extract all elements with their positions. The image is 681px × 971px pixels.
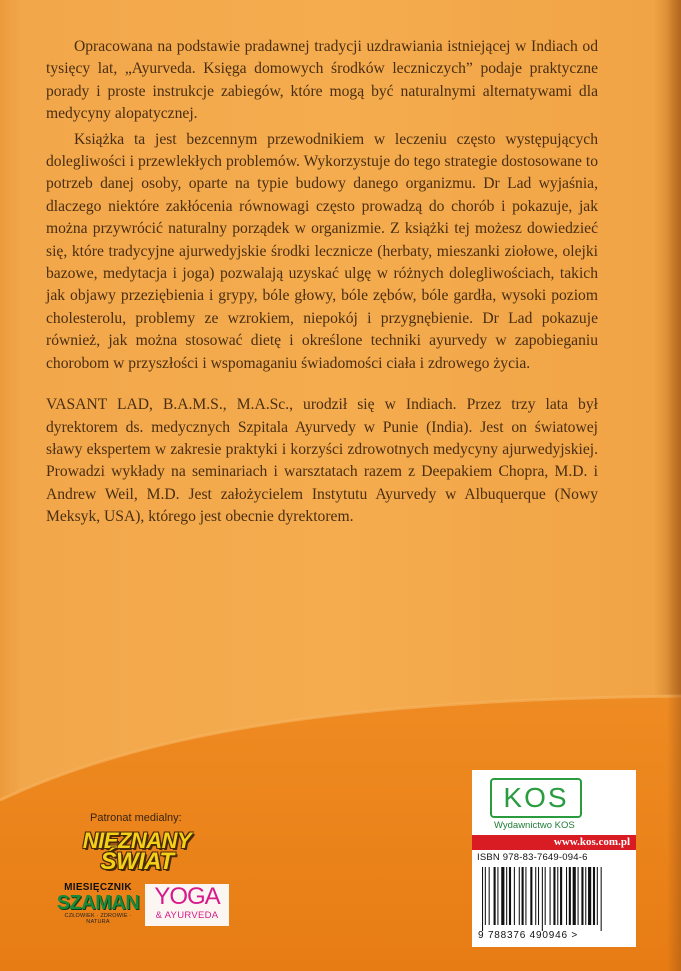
barcode-bar — [560, 867, 562, 925]
barcode-bar — [581, 867, 583, 925]
barcode-bar — [542, 867, 543, 931]
publisher-panel — [472, 770, 636, 947]
barcode-bar — [497, 867, 498, 925]
barcode-bar — [588, 867, 591, 925]
szaman-logo — [55, 882, 141, 924]
description-paragraph: Książka ta jest bezcennym przewodnikiem w leczeniu często występujących dolegliwości i przewlekłych problemów. Wykorzystuje do tego strategie dostosowane to potrzeb danej osoby, oparte na typie budowy danego organizmu. Dr Lad wyjaśnia, dlaczego niektóre zakłócenia równowagi często prowadzą do chorób i pokazuje, jak można przywrócić naturalny porządek w organizmie. Z książki tej możesz dowiedzieć się, które tradycyjne ajurwedyjskie środki lecznicze (herbaty, mieszanki ziołowe, olejki bazowe, medytacja i joga) pozwalają uzyskać ulgę w różnych dolegliwościach, takich jak objawy przeziębienia i grypy, bóle głowy, bóle zębów, bóle gardła, wysoki poziom cholesterolu, problemy ze wzrokiem, niepokój i przygnębienie. Dr Lad pokazuje również, jak można stosować dietę i określone techniki ayurvedy w zapobieganiu chorobom w przyszłości i wspomaganiu świadomości ciała i zdrowego życia. — [46, 130, 598, 372]
nieznany-logo-line1: NIEZNANY — [82, 828, 192, 853]
barcode-bar — [494, 867, 496, 925]
barcode-bar — [573, 867, 576, 925]
barcode-bar — [519, 867, 520, 925]
publisher-url: www.kos.com.pl — [553, 836, 630, 848]
publisher-name: Wydawnictwo KOS — [494, 820, 575, 831]
description-paragraph: Opracowana na podstawie pradawnej tradycji uzdrawiania istniejącej w Indiach od tysięcy lat, „Ayurveda. Księga domowych środków leczniczych” podaje praktyczne porady i proste instrukcje zabiegów, które mogą być naturalnymi alternatywami dla medycyny alopatycznej. — [46, 38, 598, 123]
barcode-bar — [530, 867, 532, 925]
szaman-logo-sub: CZŁOWIEK · ZDROWIE · NATURA — [64, 913, 132, 925]
isbn-text: ISBN 978-83-7649-094-6 — [477, 852, 588, 863]
nieznany-swiat-logo — [80, 828, 194, 874]
barcode-bar — [501, 867, 504, 925]
szaman-logo-main: SZAMAN — [56, 892, 140, 914]
barcode-bar — [525, 867, 526, 925]
nieznany-logo-line2: ŚWIAT — [100, 848, 174, 875]
barcode-bar — [566, 867, 567, 925]
barcode-bar — [485, 867, 486, 925]
barcode-bar — [585, 867, 586, 925]
barcode-bar — [514, 867, 515, 925]
barcode-bar — [601, 867, 602, 931]
publisher-url-bar — [472, 835, 636, 850]
yoga-logo-main: YOGA — [154, 883, 220, 910]
barcode-number: 9 788376 490946 > — [478, 930, 579, 941]
barcode-bar — [550, 867, 551, 925]
barcode-bar — [545, 867, 546, 925]
barcode-bar — [489, 867, 490, 925]
barcode-bar — [569, 867, 571, 925]
barcode — [480, 867, 632, 931]
media-patron-label: Patronat medialny: — [90, 812, 182, 824]
barcode-bar — [557, 867, 558, 925]
barcode-bar — [597, 867, 598, 925]
spine-shadow — [667, 0, 681, 971]
barcode-bar — [506, 867, 507, 925]
kos-logo: KOS — [490, 778, 582, 818]
barcode-bar — [593, 867, 595, 925]
szaman-logo-top: MIESIĘCZNIK — [64, 882, 132, 893]
barcode-bar — [482, 867, 483, 931]
barcode-bar — [553, 867, 555, 925]
barcode-bar — [522, 867, 524, 925]
yoga-ayurveda-logo — [145, 884, 229, 926]
yoga-logo-sub: & AYURVEDA — [155, 910, 219, 921]
barcode-bar — [578, 867, 579, 925]
barcode-bar — [538, 867, 539, 925]
description-text — [46, 36, 598, 529]
barcode-bar — [509, 867, 511, 925]
author-bio: VASANT LAD, B.A.M.S., M.A.Sc., urodził się w Indiach. Przez trzy lata był dyrektorem ds. medycznych Szpitala Ayurvedy w Punie (India). Jest on światowej sławy ekspertem w zakresie praktyki i korzyści zdrowotnych medycyny ajurwedyjskiej. Prowadzi wykłady na seminariach i warsztatach razem z Deepakiem Chopra, M.D. i Andrew Weil, M.D. Jest założycielem Instytutu Ayurvedy w Albuquerque (Nowy Meksyk, USA), którego jest obecnie dyrektorem. — [46, 396, 598, 526]
barcode-bar — [535, 867, 536, 925]
